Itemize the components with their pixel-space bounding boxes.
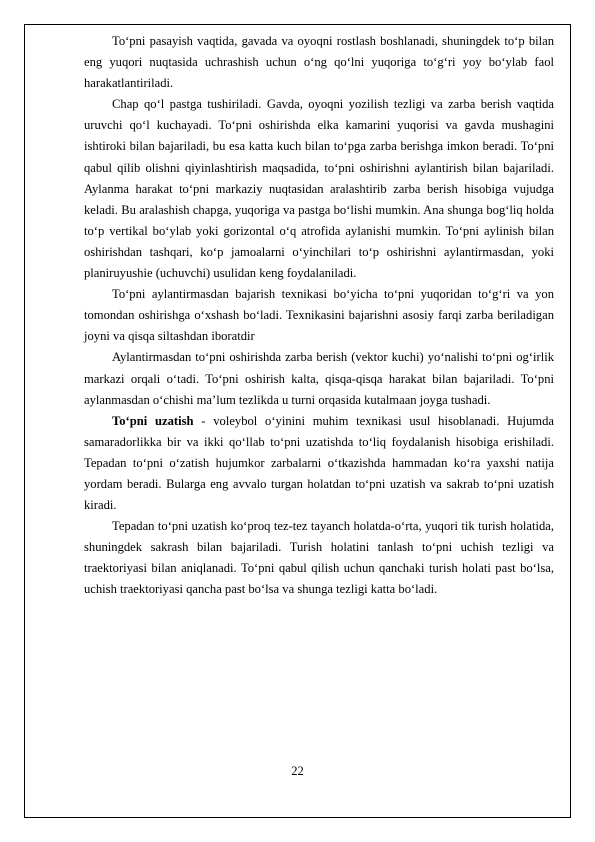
term-definition: - voleybol o‘yinini muhim texnikasi usul hisoblanadi. Hujumda samaradorlikka bir va ikki qo‘llab to‘pni uzatishda to‘liq foydalanish hisobiga erishiladi. Tepadan to‘pni o‘zatish hujumkor zarbalarni o‘tkazishda hammadan ko‘ra yaxshi natija yordam beradi. Bularga eng avvalo turgan holatdan to‘pni uzatish va sakrab to‘pni uzatish kiradi. — [84, 413, 554, 513]
document-body — [84, 31, 554, 601]
term-heading: To‘pni uzatish — [112, 413, 194, 428]
paragraph-2: Chap qo‘l pastga tushiriladi. Gavda, oyoqni yozilish tezligi va zarba berish vaqtida uruvchi qo‘l kuchayadi. To‘pni oshirishda elka kamarini yuqorisi va gavda mushagini ishtiroki bilan bajariladi, bu esa katta kuch bilan to‘pga zarba berishga imkon beradi. To‘pni qabul qilib olishni qiyinlashtirish maqsadida, to‘pni oshirishni aylantirish bilan bajariladi. Aylanma harakat to‘pni markaziy nuqtasidan aralashtirib zarba berish hisobiga vujudga keladi. Bu aralashish chapga, yuqoriga va pastga bo‘lishi mumkin. Ana shunga bog‘liq holda to‘p vertikal bo‘ylab yoki gorizontal o‘q atrofida aylanishi mumkin. To‘pni aylinish bilan oshirishdan tashqari, ko‘p jamoalarni o‘yinchilari to‘p oshirishni aylantirmasdan, yoki planiruyushie (uchuvchi) usulidan keng foydalaniladi. — [84, 97, 554, 281]
paragraph-6: Tepadan to‘pni uzatish ko‘proq tez-tez tayanch holatda-o‘rta, yuqori tik turish holatida, shuningdek sakrash bilan bajariladi. Turish holatini tanlash to‘pni uchish tezligi va traektoriyasi bilan aniqlanadi. To‘pni qabul qilish uchun qanchaki turish holati past bo‘lsa, uchish traektoriyasi qancha past bo‘lsa va shunga tezligi katta bo‘ladi. — [84, 519, 554, 597]
paragraph-4: Aylantirmasdan to‘pni oshirishda zarba berish (vektor kuchi) yo‘nalishi to‘pni og‘irlik markazi orqali o‘tadi. To‘pni oshirish kalta, qisqa-qisqa harakat bilan bajariladi. To‘pni aylanmasdan o‘chishi ma’lum tezlikda u turni orqasida kutalmaan joyga tushadi. — [84, 350, 554, 407]
paragraph-5 — [84, 411, 554, 516]
paragraph-1: To‘pni pasayish vaqtida, gavada va oyoqni rostlash boshlanadi, shuningdek to‘p bilan eng yuqori nuqtasida uchrashish uchun o‘ng qo‘lni yuqoriga to‘g‘ri yoy bo‘ylab faol harakatlantiriladi. — [84, 34, 554, 91]
paragraph-3: To‘pni aylantirmasdan bajarish texnikasi bo‘yicha to‘pni yuqoridan to‘g‘ri va yon tomondan oshirishga o‘xshash bo‘ladi. Texnikasini bajarishni asosiy farqi zarba beriladigan joyni va qisqa siltashdan iboratdir — [84, 287, 554, 344]
page-number: 22 — [291, 764, 304, 778]
